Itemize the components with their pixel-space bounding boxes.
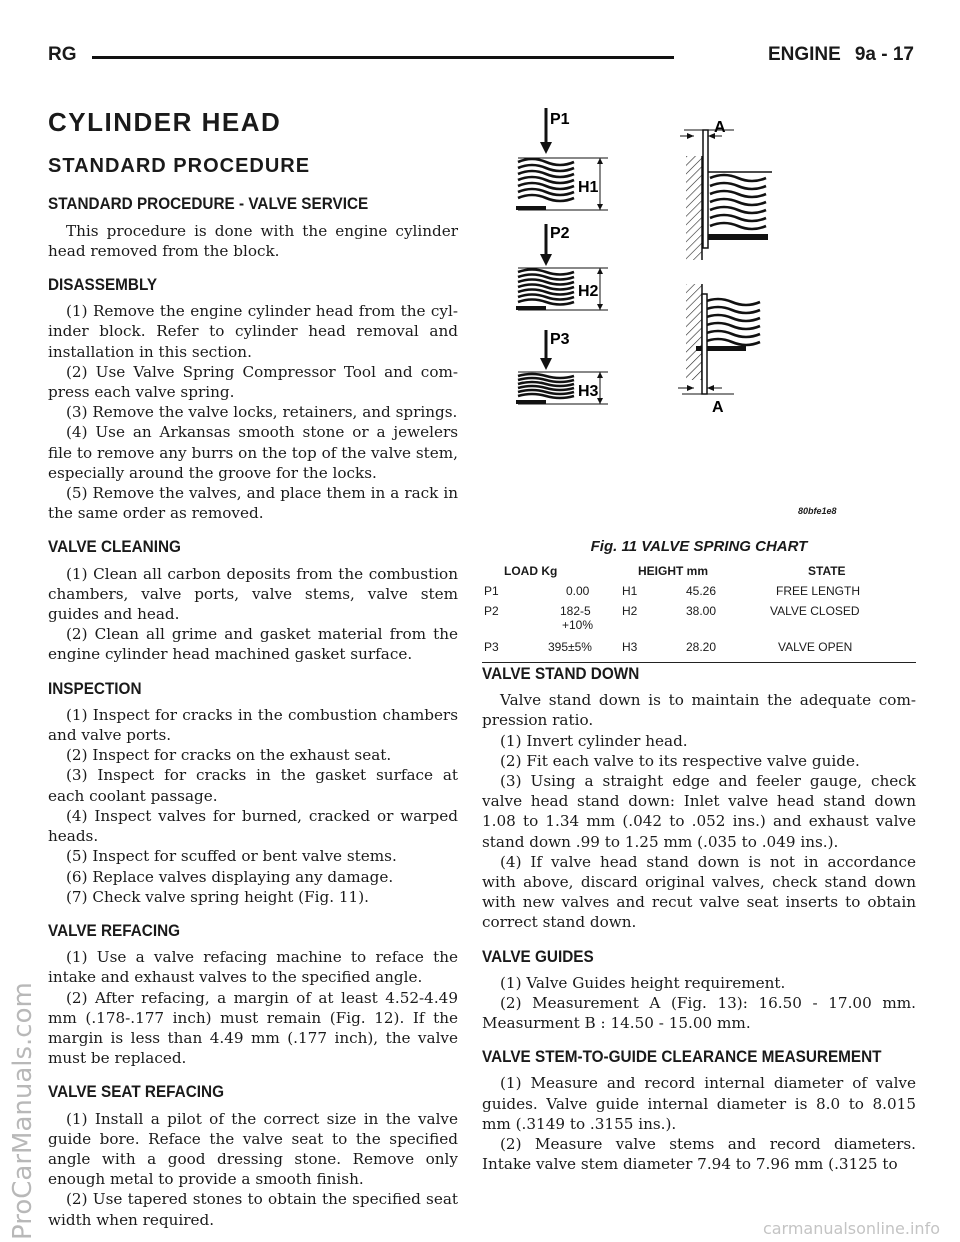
section-stem-to-guide-clearance <box>482 1047 916 1174</box>
paragraph: (2) Inspect for cracks on the exhaust seat. <box>66 746 392 765</box>
cell-state: VALVE OPEN <box>778 640 853 654</box>
section-valve-stand-down <box>482 664 916 933</box>
table-row <box>482 602 916 638</box>
label-a-bottom: A <box>712 399 724 416</box>
section-valve-seat-refacing <box>48 1082 458 1229</box>
valve-spring-figure <box>482 106 916 652</box>
table-row <box>482 638 916 658</box>
bottom-watermark: carmanualsonline.info <box>762 1219 940 1238</box>
section-valve-cleaning <box>48 537 458 664</box>
header-right <box>754 44 914 66</box>
paragraph: (7) Check valve spring height (Fig. 11). <box>66 887 369 906</box>
paragraph: (4) Use an Arkansas smooth stone or a jewelers file to remove any burrs on the top of the valve stem, especially around the groove for the locks. <box>48 423 458 482</box>
section-heading: VALVE STEM-TO-GUIDE CLEARANCE MEASUREMENT <box>482 1047 882 1067</box>
paragraph: (6) Replace valves displaying any damage. <box>66 867 394 886</box>
right-column <box>482 664 916 1174</box>
paragraph: (2) Measurement A (Fig. 13): 16.50 - 17.00 mm. Measurment B : 14.50 - 15.00 mm. <box>482 994 916 1033</box>
section-heading: INSPECTION <box>48 678 142 698</box>
table-row <box>482 582 916 602</box>
section-heading: DISASSEMBLY <box>48 275 158 295</box>
paragraph: (5) Remove the valves, and place them in a rack in the same order as removed. <box>48 484 458 523</box>
section-disassembly <box>48 275 458 523</box>
label-h3: H3 <box>578 383 599 400</box>
cell-h: H2 <box>622 604 638 618</box>
paragraph: (2) Measure valve stems and record diameters. Intake valve stem diameter 7.94 to 7.96 mm (.3125 to <box>482 1135 916 1174</box>
header-page-number: 9a - 17 <box>854 44 914 65</box>
side-watermark: ProCarManuals.com <box>8 982 38 1240</box>
paragraph: (1) Valve Guides height requirement. <box>500 973 786 992</box>
header-rule <box>92 56 674 59</box>
paragraph: (1) Clean all carbon deposits from the combustion chambers, valve ports, valve stems, valve stem guides and head. <box>48 564 458 624</box>
left-column <box>48 104 458 1230</box>
paragraph: (3) Remove the valve locks, retainers, and springs. <box>66 403 458 422</box>
cell-height: 38.00 <box>686 604 717 618</box>
cell-load-tolerance: +10% <box>562 618 594 632</box>
table-bottom-rule <box>482 662 916 663</box>
paragraph: (4) If valve head stand down is not in accordance with above, discard original valves, check stand down with new valves and recut valve seat inserts to obtain correct stand down. <box>482 852 916 932</box>
paragraph: (4) Inspect valves for burned, cracked or warped heads. <box>48 806 458 846</box>
page-subtitle: STANDARD PROCEDURE <box>48 155 311 178</box>
guide-diagram-top <box>680 130 772 260</box>
paragraph: (2) Use tapered stones to obtain the specified seat width when required. <box>48 1190 458 1229</box>
paragraph: (1) Invert cylinder head. <box>500 731 688 750</box>
page-header <box>48 44 914 70</box>
label-a-top: A <box>714 119 726 136</box>
figure-id: 80bfe1e8 <box>798 506 837 516</box>
paragraph: (2) After refacing, a margin of at least 4.52-4.49 mm (.178-.177 inch) must remain (Fig. 12). If the margin is less than 4.49 mm (.177 inch), the valve must be replaced. <box>48 988 458 1068</box>
paragraph: This procedure is done with the engine cylinder head removed from the block. <box>48 221 458 260</box>
valve-spring-diagram <box>482 106 916 536</box>
cell-p: P1 <box>484 584 499 598</box>
cell-height: 45.26 <box>686 584 717 598</box>
section-heading: STANDARD PROCEDURE - VALVE SERVICE <box>48 194 369 214</box>
cell-h: H1 <box>622 584 638 598</box>
section-valve-service <box>48 194 458 261</box>
paragraph: (2) Clean all grime and gasket material from the engine cylinder head machined gasket surface. <box>48 625 458 664</box>
label-p1: P1 <box>550 111 570 128</box>
table-header <box>482 562 916 582</box>
section-valve-guides <box>482 947 916 1034</box>
cell-state: FREE LENGTH <box>776 584 861 598</box>
paragraph: (2) Fit each valve to its respective valve guide. <box>500 751 860 770</box>
cell-load: 0.00 <box>566 584 590 598</box>
section-heading: VALVE REFACING <box>48 920 181 940</box>
section-heading: VALVE CLEANING <box>48 537 181 557</box>
label-p2: P2 <box>550 225 570 242</box>
header-section: ENGINE <box>767 44 841 65</box>
cell-state: VALVE CLOSED <box>770 604 860 618</box>
paragraph: (2) Use Valve Spring Compressor Tool and com- press each valve spring. <box>48 362 458 402</box>
paragraph: (1) Use a valve refacing machine to reface the intake and exhaust valves to the specified angle. <box>48 948 458 987</box>
paragraph: (1) Inspect for cracks in the combustion chambers and valve ports. <box>48 705 458 745</box>
label-h2: H2 <box>578 283 599 300</box>
section-heading: VALVE SEAT REFACING <box>48 1082 224 1102</box>
paragraph: Valve stand down is to maintain the adequate com- pression ratio. <box>482 691 916 730</box>
valve-spring-table <box>482 562 916 658</box>
label-p3: P3 <box>550 331 570 348</box>
cell-load: 395±5% <box>548 640 592 654</box>
section-heading: VALVE STAND DOWN <box>482 664 640 683</box>
page-title: CYLINDER HEAD <box>48 107 282 137</box>
header-code: RG <box>48 44 77 65</box>
paragraph: (3) Using a straight edge and feeler gauge, check valve head stand down: Inlet valve head stand down 1.08 to 1.34 mm (.042 to .052 ins.) and exhaust valve stand down .99 to 1.25 mm (.035 to .049 ins.). <box>482 772 916 851</box>
paragraph: (1) Remove the engine cylinder head from the cyl- inder block. Refer to cylinder head removal and installation in this section. <box>48 302 458 361</box>
paragraph: (1) Measure and record internal diameter of valve guides. Valve guide internal diameter is 8.0 to 8.015 mm (.3149 to .3155 ins.). <box>482 1074 916 1133</box>
guide-diagram-bottom <box>678 284 760 394</box>
col-height: HEIGHT mm <box>638 564 709 578</box>
section-inspection <box>48 679 458 907</box>
col-load: LOAD Kg <box>504 564 558 578</box>
paragraph: (5) Inspect for scuffed or bent valve stems. <box>66 847 397 866</box>
cell-height: 28.20 <box>686 640 717 654</box>
paragraph: (1) Install a pilot of the correct size in the valve guide bore. Reface the valve seat to the specified angle with a good dressing stone. Remove only enough metal to provide a smooth finish. <box>48 1109 458 1189</box>
cell-p: P2 <box>484 604 499 618</box>
figure-caption: Fig. 11 VALVE SPRING CHART <box>590 538 808 555</box>
paragraph: (3) Inspect for cracks in the gasket surface at each coolant passage. <box>48 766 458 805</box>
col-state: STATE <box>808 564 846 578</box>
cell-h: H3 <box>622 640 638 654</box>
cell-load: 182-5 <box>560 604 591 618</box>
section-heading: VALVE GUIDES <box>482 946 594 966</box>
section-valve-refacing <box>48 921 458 1068</box>
cell-p: P3 <box>484 640 499 654</box>
label-h1: H1 <box>578 179 599 196</box>
